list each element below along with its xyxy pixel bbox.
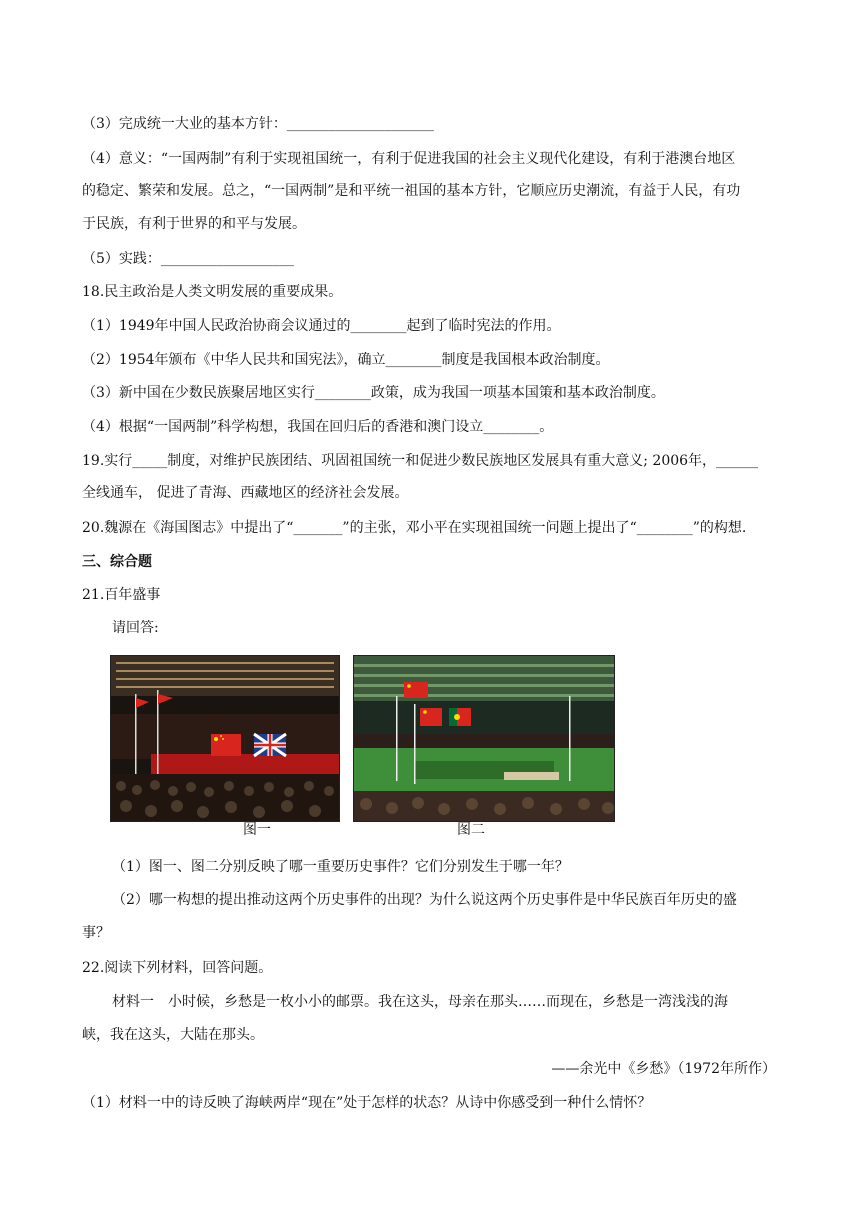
q17-4-line1: （4）意义：“一国两制”有利于实现祖国统一，有利于促进我国的社会主义现代化建设，有利于港澳台地区 [82,151,736,167]
q17-4-line2: 的稳定、繁荣和发展。总之，“一国两制”是和平统一祖国的基本方针，它顺应历史潮流，有益于人民，有功 [82,183,741,199]
figure-2-image [354,656,614,821]
figure-2-photo [353,655,615,822]
q17-3: （3）完成统一大业的基本方针：_____________________ [82,116,434,132]
q21-2-line1: （2）哪一构想的提出推动这两个历史事件的出现？为什么说这两个历史事件是中华民族百年历史的盛 [112,892,737,908]
section-heading: 三、综合题 [82,554,152,570]
material-1-source: ——余光中《乡愁》（1972年所作） [551,1061,776,1077]
q18-stem: 18.民主政治是人类文明发展的重要成果。 [82,284,343,300]
q21-1: （1）图一、图二分别反映了哪一重要历史事件？它们分别发生于哪一年？ [112,859,569,875]
figure-1-image [111,656,339,821]
q17-5: （5）实践：___________________ [82,251,294,267]
material-1-line2: 峡，我在这头，大陆在那头。 [82,1027,264,1043]
q21-title: 21.百年盛事 [82,587,161,603]
q21-prompt: 请回答: [112,620,159,636]
q19-line1: 19.实行_____制度，对维护民族团结、巩固祖国统一和促进少数民族地区发展具有重大意义; 2006年，______ [82,453,759,469]
q19-line2: 全线通车， 促进了青海、西藏地区的经济社会发展。 [82,485,409,501]
q18-4: （4）根据“一国两制”科学构想，我国在回归后的香港和澳门设立________。 [82,419,554,435]
q20: 20.魏源在《海国图志》中提出了“_______”的主张，邓小平在实现祖国统一问题上提出了“________”的构想. [82,520,747,536]
q17-4-line3: 于民族，有利于世界的和平与发展。 [82,216,306,232]
q22-1: （1）材料一中的诗反映了海峡两岸“现在”处于怎样的状态？从诗中你感受到一种什么情怀？ [82,1095,652,1111]
q22-stem: 22.阅读下列材料，回答问题。 [82,960,273,976]
material-1-line1: 材料一 小时候，乡愁是一枚小小的邮票。我在这头，母亲在那头……而现在，乡愁是一湾浅浅的海 [112,994,728,1010]
figure-1-photo [110,655,340,822]
figure-2-caption: 图二 [457,822,485,838]
q18-3: （3）新中国在少数民族聚居地区实行________政策，成为我国一项基本国策和基本政治制度。 [82,385,665,401]
figure-1-caption: 图一 [243,822,271,838]
q21-2-line2: 事？ [82,925,110,941]
q18-2: （2）1954年颁布《中华人民共和国宪法》，确立________制度是我国根本政治制度。 [82,352,610,368]
q18-1: （1）1949年中国人民政治协商会议通过的________起到了临时宪法的作用。 [82,318,561,334]
